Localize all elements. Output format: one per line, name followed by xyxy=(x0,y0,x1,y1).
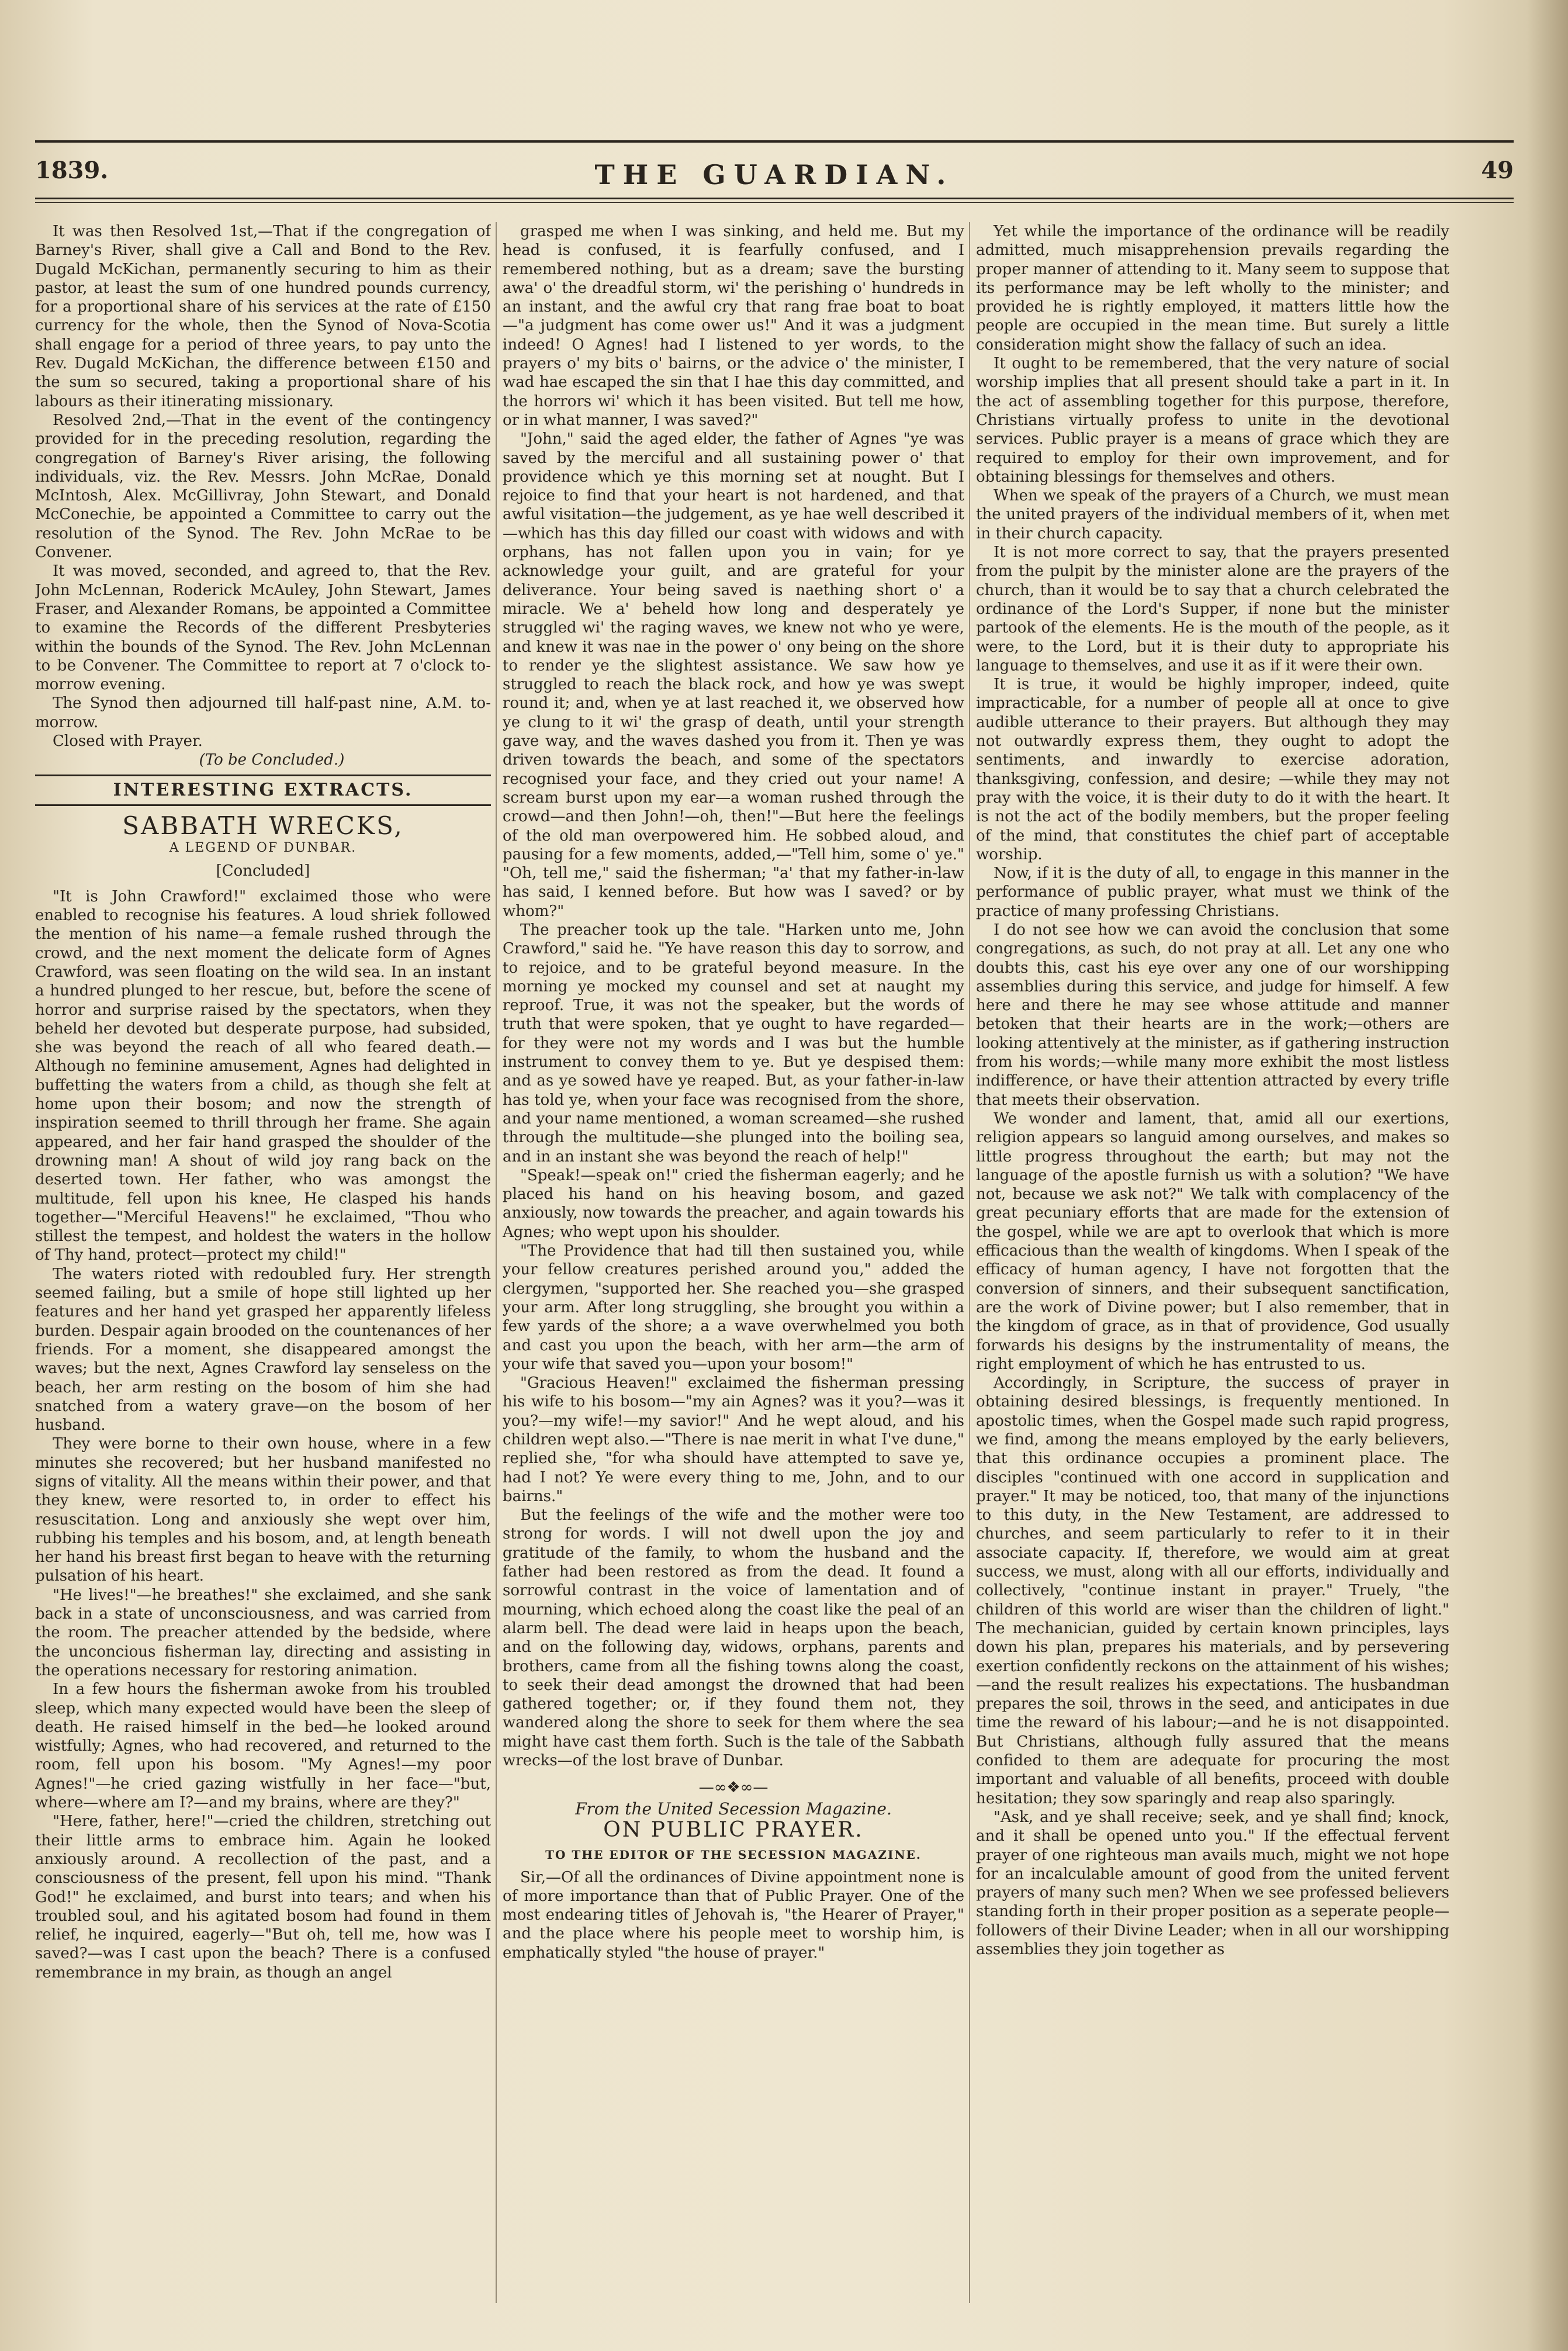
article-address: TO THE EDITOR OF THE SECESSION MAGAZINE. xyxy=(545,1848,922,1862)
article-subtitle: A LEGEND OF DUNBAR. xyxy=(169,841,357,856)
paragraph: When we speak of the prayers of a Church, we must mean the united prayers of the individual members of it, when met in their church capacity. xyxy=(976,487,1449,542)
paragraph: "It is John Crawford!" exclaimed those who were enabled to recognise his features. A loud shriek followed the mention of his name—a female rushed through the crowd, and the next moment the delicate form of Agnes Crawford, was seen floating on the wild sea. In an instant a hundred plunged to her rescue, but, before the scene of horror and surprise raised by the spectators, when they beheld her devoted but desperate purpose, had subsided, she was beyond the reach of all who feared death.—Although no feminine amusement, Agnes had delighted in buffetting the waters from a child, as though she felt at home upon their bosom; and now the strength of inspiration seemed to thrill through her frame. She again appeared, and her fair hand grasped the shoulder of the drowning man! A shout of wild joy rang back on the deserted town. Her father, who was amongst the multitude, fell upon his knee, He clasped his hands together—"Merciful Heavens!" he exclaimed, "Thou who stillest the tempest, and holdest the waters in the hollow of Thy hand, protect—protect my child!" xyxy=(35,887,491,1264)
page-edge-shadow xyxy=(1527,0,1568,2351)
paragraph: grasped me when I was sinking, and held me. But my head is confused, it is fearfully confused, and I remembered nothing, but as a dream; save the bursting awa' o' the dreadful storm, wi' the perishing o' hundreds in an instant, and the awful cry that rang frae boat to boat—"a judgment has come ower us!" And it was a judgment indeed! O Agnes! had I listened to yer words, to the prayers o' my bits o' bairns, or the advice o' the minister, I wad hae escaped the sin that I hae this day committed, and the horrors wi' which it has been visited. But tell me how, or in what manner, I was saved?" xyxy=(503,223,964,429)
header-bottom-rule xyxy=(35,198,1514,199)
paragraph: The preacher took up the tale. "Harken unto me, John Crawford," said he. "Ye have reason this day to sorrow, and to rejoice, and to be grateful beyond measure. In the morning ye mocked my counsel and set at naught my reproof. True, it was not the speaker, but the words of truth that were spoken, that ye ought to have regarded—for they were not my words and I was but the humble instrument to convey them to ye. But ye despised them: and as ye sowed have ye reaped. But, as your father-in-law has told ye, when your face was recognised from the shore, and your name mentioned, a woman screamed—she rushed through the multitude—she plunged into the boiling sea, and in an instant she was beyond the reach of help!" xyxy=(503,921,964,1166)
paragraph: Yet while the importance of the ordinance will be readily admitted, much misapprehension prevails regarding the proper manner of attending to it. Many seem to suppose that its performance may be left wholly to the minister; and provided he is rightly employed, it matters little how the people are occupied in the mean time. But surely a little consideration might show the fallacy of such an idea. xyxy=(976,223,1449,354)
section-rule xyxy=(35,775,491,776)
paragraph: "Gracious Heaven!" exclaimed the fisherman pressing his wife to his bosom—"my ain Agnes? was it you?—was it you?—my wife!—my savior!" And he wept aloud, and his children wept also.—"There is nae merit in what I've dune," replied she, "for wha should have attempted to save ye, had I not? Ye were every thing to me, John, and to our bairns." xyxy=(503,1374,964,1505)
to-be-concluded: (To be Concluded.) xyxy=(199,751,345,769)
article-title: ON PUBLIC PRAYER. xyxy=(603,1817,864,1842)
column-divider xyxy=(496,222,497,2303)
concluded-label: [Concluded] xyxy=(216,862,310,880)
paragraph: It was then Resolved 1st,—That if the congregation of Barney's River, shall give a Call and Bond to the Rev. Dugald McKichan, permanently securing to him as their pastor, at least the sum of one hundred pounds currency, for a proportional share of his services at the rate of £150 currency for the whole, then the Synod of Nova-Scotia shall engage for a period of three years, to pay unto the Rev. Dugald McKichan, the difference between £150 and the sum so secured, taking a proportional share of his labours as their itinerating missionary. xyxy=(35,223,491,410)
paragraph: "He lives!"—he breathes!" she exclaimed, and she sank back in a state of unconsciousness, and was carried from the room. The preacher attended by the bedside, where the unconcious fisherman lay, directing and assisting in the operations necessary for restoring animation. xyxy=(35,1586,491,1679)
paragraph: We wonder and lament, that, amid all our exertions, religion appears so languid among ourselves, and makes so little progress throughout the earth; but may not the language of the apostle furnish us with a solution? "We have not, because we ask not?" We talk with complacency of the great pecuniary efforts that are made for the extension of the gospel, while we are apt to overlook that which is more efficacious than the wealth of kingdoms. When I speak of the efficacy of human agency, I have not forgotten that the conversion of sinners, and their subsequent sanctification, are the work of Divine power; but I also remember, that in the kingdom of grace, as in that of providence, God usually forwards his designs by the instrumentality of means, the right employment of which he has entrusted to us. xyxy=(976,1109,1449,1373)
page-header xyxy=(35,147,1514,194)
column-1 xyxy=(35,222,491,2303)
section-rule xyxy=(35,804,491,806)
paragraph: But the feelings of the wife and the mother were too strong for words. I will not dwell upon the joy and gratitude of the family, to whom the husband and the father had been restored as from the dead. It found a sorrowful contrast in the voice of lamentation and of mourning, which echoed along the coast like the peal of an alarm bell. The dead were laid in heaps upon the beach, and on the following day, widows, orphans, parents and brothers, came from all the fishing towns along the coast, to seek their dead amongst the drowned that had been gathered together; or, if they found them not, they wandered along the shore to seek for them where the sea might have cast them forth. Such is the tale of the Sabbath wrecks—of the lost brave of Dunbar. xyxy=(503,1506,964,1770)
paragraph: "Ask, and ye shall receive; seek, and ye shall find; knock, and it shall be opened unto you." If the effectual fervent prayer of one righteous man avails much, might we not hope for an incalculable amount of good from the united fervent prayers of many such men? When we see professed believers standing forth in their proper position as a seperate people—followers of their Divine Leader; when in all our worshipping assemblies they join together as xyxy=(976,1808,1449,1959)
page-number: 49 xyxy=(1481,157,1514,184)
column-divider xyxy=(969,222,970,2303)
paragraph: Closed with Prayer. xyxy=(53,732,203,751)
paragraph: It ought to be remembered, that the very nature of social worship implies that all present should take a part in it. In the act of assembling together for this purpose, therefore, Christians virtually profess to unite in the devotional services. Public prayer is a means of grace which they are required to employ for their own improvement, and for obtaining blessings for themselves and others. xyxy=(976,355,1449,486)
paragraph: It is true, it would be highly improper, indeed, quite impracticable, for a number of people all at once to give audible utterance to their prayers. But although they may not outwardly express them, they ought to adopt the sentiments, and inwardly to exercise adoration, thanksgiving, confession, and desire; —while they may not pray with the voice, it is their duty to do it with the heart. It is not the act of the bodily members, but the proper feeling of the mind, that constitutes the chief part of acceptable worship. xyxy=(976,676,1449,863)
column-3 xyxy=(976,222,1449,2303)
paragraph: "John," said the aged elder, the father of Agnes "ye was saved by the merciful and all sustaining power o' that providence which ye this morning set at nought. But I rejoice to find that your heart is not hardened, and that awful visitation—the judgement, as ye hae well described it—which has this day filled our coast with widows and with orphans, has not fallen upon you in vain; for ye acknowledge your guilt, and are grateful for your deliverance. Your being saved is naething short o' a miracle. We a' beheld how long and desperately ye struggled wi' the raging waves, we knew not who ye were, and knew it was nae in the power o' ony being on the shore to render ye the slightest assistance. We saw how ye struggled to reach the black rock, and how ye was swept round it; and, when ye at last reached it, we observed how ye clung to it wi' the grasp of death, until your strength gave way, and the waves dashed you from it. Then ye was driven towards the beach, and some of the spectators recognised your face, and they cried out your name! A scream burst upon my ear—a woman rushed through the crowd—and then John!—oh, then!"—But here the feelings of the old man overpowered him. He sobbed aloud, and pausing for a few moments, added,—"Tell him, some o' ye." "Oh, tell me," said the fisherman; "a' that my father-in-law has said, I kenned before. But how was I saved? or by whom?" xyxy=(503,430,964,920)
article-title: SABBATH WRECKS, xyxy=(122,811,404,840)
header-top-rule xyxy=(35,140,1514,143)
header-bottom-rule-thin xyxy=(35,202,1514,203)
paragraph: I do not see how we can avoid the conclusion that some congregations, as such, do not pray at all. Let any one who doubts this, cast his eye over any one of our worshipping assemblies during this service, and judge for himself. A few here and there he may see whose attitude and manner betoken that their hearts are in the work;—others are looking attentively at the minister, as if gathering instruction from his words;—while many more exhibit the most listless indifference, or have their attention attracted by every trifle that meets their observation. xyxy=(976,921,1449,1109)
paragraph: It was moved, seconded, and agreed to, that the Rev. John McLennan, Roderick McAuley, John Stewart, James Fraser, and Alexander Romans, be appointed a Committee to examine the Records of the different Presbyteries within the bounds of the Synod. The Rev. John McLennan to be Convener. The Committee to report at 7 o'clock to-morrow evening. xyxy=(35,562,491,694)
ornament: —∞❖∞— xyxy=(698,1779,769,1797)
paragraph: Resolved 2nd,—That in the event of the contingency provided for in the preceding resolution, regarding the congregation of Barney's River arising, the following individuals, viz. the Rev. Messrs. John McRae, Donald McIntosh, Alex. McGillivray, John Stewart, and Donald McConechie, be appointed a Committee to carry out the resolution of the Synod. The Rev. John McRae to be Convener. xyxy=(35,411,491,562)
paragraph: It is not more correct to say, that the prayers presented from the pulpit by the minister alone are the prayers of the church, than it would be to say that a church celebrated the ordinance of the Lord's Supper, if none but the minister partook of the elements. He is the mouth of the people, as it were, to the Lord, but it is their duty to appropriate his language to themselves, and use it as if it were their own. xyxy=(976,544,1449,675)
paragraph: Sir,—Of all the ordinances of Divine appointment none is of more importance than that of Public Prayer. One of the most endearing titles of Jehovah is, "the Hearer of Prayer," and the place where his people meet to worship him, is emphatically styled "the house of prayer." xyxy=(503,1868,964,1962)
paragraph: The waters rioted with redoubled fury. Her strength seemed failing, but a smile of hope still lighted up her features and her hand yet grasped her apparently lifeless burden. Despair again brooded on the countenances of her friends. For a moment, she disappeared amongst the waves; but the next, Agnes Crawford lay senseless on the beach, her arm resting on the bosom of him she had snatched from a watery grave—on the bosom of her husband. xyxy=(35,1265,491,1434)
paragraph: "Speak!—speak on!" cried the fisherman eagerly; and he placed his hand on his heaving bosom, and gazed anxiously, now towards the preacher, and again towards his Agnes; who wept upon his shoulder. xyxy=(503,1166,964,1241)
column-2 xyxy=(503,222,964,2303)
article-source: From the United Secession Magazine. xyxy=(575,1799,892,1818)
paragraph: The Synod then adjourned till half-past nine, A.M. to-morrow. xyxy=(35,694,491,731)
paragraph: They were borne to their own house, where in a few minutes she recovered; but her husband manifested no signs of vitality. All the means within their power, and that they knew, were resorted to, in order to effect his resuscitation. Long and anxiously she wept over him, rubbing his temples and his bosom, and, at length beneath her hand his breast first began to heave with the returning pulsation of his heart. xyxy=(35,1435,491,1585)
paragraph: "Here, father, here!"—cried the children, stretching out their little arms to embrace him. Again he looked anxiously around. A recollection of the past, and a consciousness of the present, fell upon his mind. "Thank God!" he exclaimed, and burst into tears; and when his troubled soul, and his agitated bosom had found in them relief, he inquired, eagerly—"But oh, tell me, how was I saved?—was I cast upon the beach? There is a confused remembrance in my brain, as though an angel xyxy=(35,1813,491,1982)
section-heading: INTERESTING EXTRACTS. xyxy=(113,779,413,800)
paragraph: "The Providence that had till then sustained you, while your fellow creatures perished around you," added the clergymen, "supported her. She reached you—she grasped your arm. After long struggling, she brought you within a few yards of the shore; a a wave overwhelmed you both and cast you upon the beach, with her arm—the arm of your wife that saved you—upon your bosom!" xyxy=(503,1242,964,1373)
paragraph: Now, if it is the duty of all, to engage in this manner in the performance of public prayer, what must we think of the practice of many professing Christians. xyxy=(976,865,1449,920)
paragraph: In a few hours the fisherman awoke from his troubled sleep, which many expected would have been the sleep of death. He raised himself in the bed—he looked around wistfully; Agnes, who had recovered, and returned to the room, fell upon his bosom. "My Agnes!—my poor Agnes!"—he cried gazing wistfully in her face—"but, where—where am I?—and my brains, where are they?" xyxy=(35,1681,491,1812)
header-year: 1839. xyxy=(35,157,109,184)
paragraph: Accordingly, in Scripture, the success of prayer in obtaining desired blessings, is frequently mentioned. In apostolic times, when the Gospel made such rapid progress, we find, among the means employed by the early believers, that this ordinance occupies a prominent place. The disciples "continued with one accord in supplication and prayer." It may be noticed, too, that many of the injunctions to this duty, in the New Testament, are addressed to churches, and seem particularly to refer to it in their associate capacity. If, therefore, we would aim at great success, we must, along with all our efforts, individually and collectively, "continue instant in prayer." Truely, "the children of this world are wiser than the children of light." The mechanician, guided by certain known principles, lays down his plan, prepares his materials, and by persevering exertion confidently reckons on the attainment of his wishes;—and the result realizes his expectations. The husbandman prepares the soil, throws in the seed, and anticipates in due time the reward of his labour;—and he is not disappointed. But Christians, although fully assured that the means confided to them are adequate for procuring the most important and valuable of all benefits, proceed with double hesitation; they sow sparingly and reap also sparingly. xyxy=(976,1374,1449,1807)
masthead-title: THE GUARDIAN. xyxy=(594,159,954,191)
